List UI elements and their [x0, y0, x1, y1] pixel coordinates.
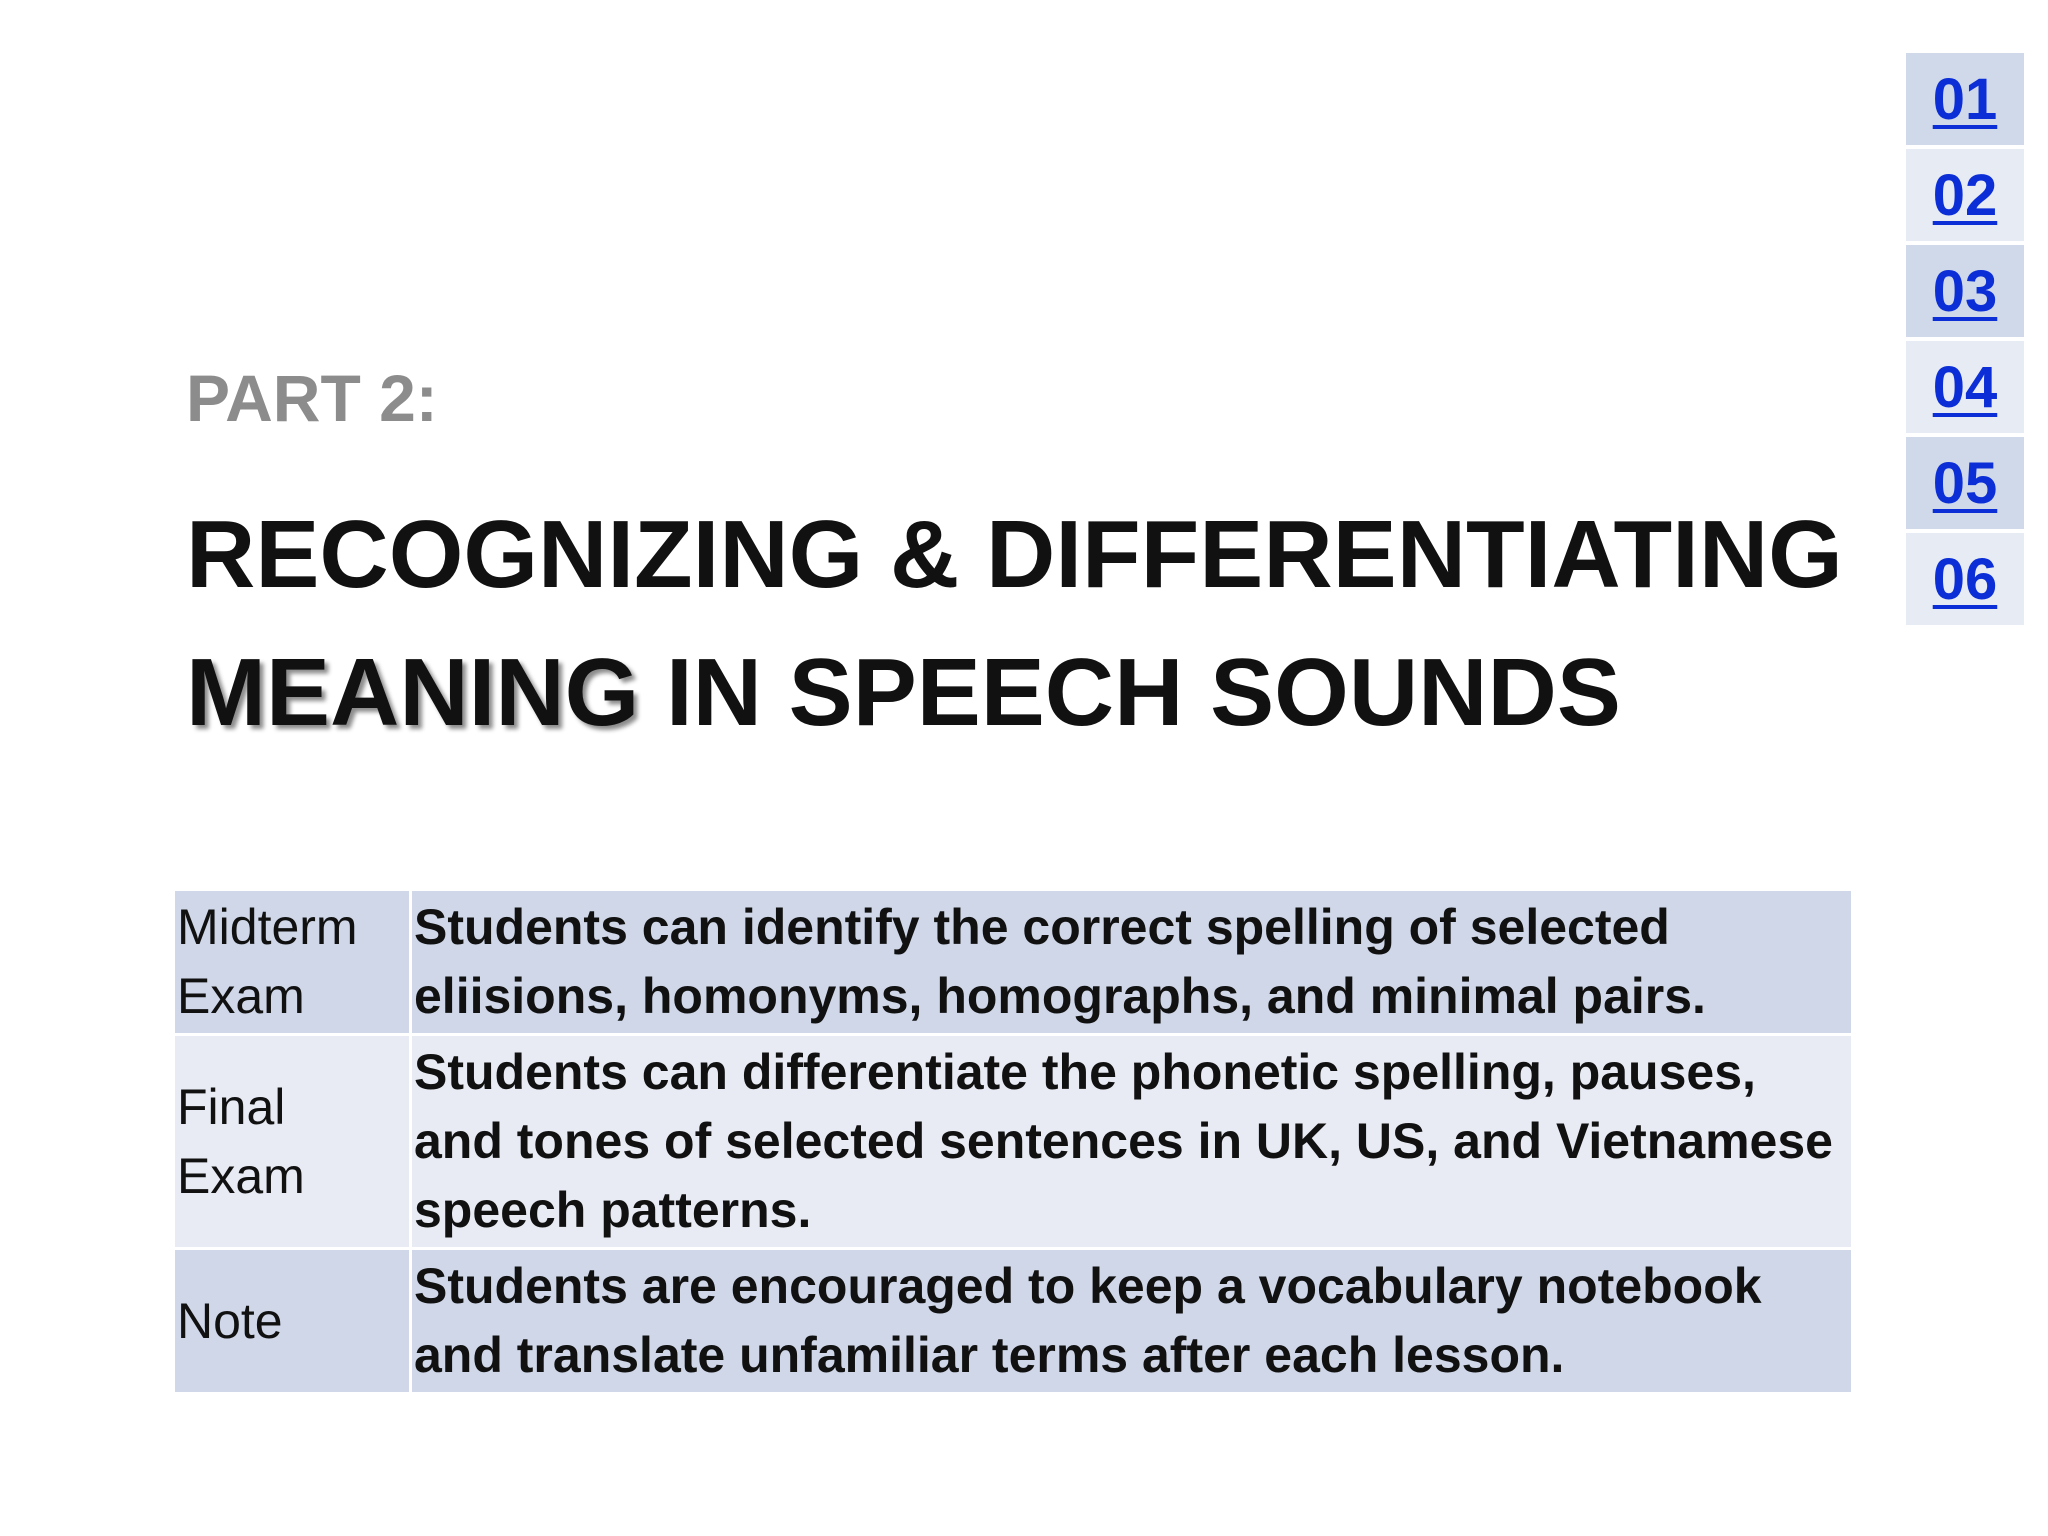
table-row-final	[174, 1035, 1853, 1249]
row-label: Final Exam	[174, 1035, 411, 1249]
nav-link-01[interactable]: 01	[1932, 66, 1998, 132]
nav-item-02[interactable]	[1906, 149, 2024, 241]
part-label: PART 2:	[186, 361, 438, 435]
title-line-2	[186, 624, 1886, 762]
row-description: Students can differentiate the phonetic spelling, pauses, and tones of selected sentences in UK, US, and Vietnamese speech patterns.	[411, 1035, 1853, 1249]
title-line-1: RECOGNIZING & DIFFERENTIATING	[186, 501, 1843, 608]
nav-link-06[interactable]: 06	[1932, 546, 1998, 612]
slide-navigation	[1906, 53, 2024, 625]
table-row-note	[174, 1249, 1853, 1394]
nav-link-02[interactable]: 02	[1932, 162, 1998, 228]
nav-link-05[interactable]: 05	[1932, 450, 1998, 516]
nav-link-03[interactable]: 03	[1932, 258, 1998, 324]
row-label: Midterm Exam	[174, 890, 411, 1035]
row-description: Students are encouraged to keep a vocabulary notebook and translate unfamiliar terms after each lesson.	[411, 1249, 1853, 1394]
row-label: Note	[174, 1249, 411, 1394]
assessment-table	[172, 888, 1854, 1395]
title-line-2-rest: IN SPEECH SOUNDS	[639, 639, 1621, 746]
nav-item-03[interactable]	[1906, 245, 2024, 337]
nav-item-04[interactable]	[1906, 341, 2024, 433]
title-emphasis-word: MEANING	[186, 639, 640, 746]
table-row-midterm	[174, 890, 1853, 1035]
nav-item-06[interactable]	[1906, 533, 2024, 625]
row-description: Students can identify the correct spelling of selected eliisions, homonyms, homographs, and minimal pairs.	[411, 890, 1853, 1035]
nav-item-01[interactable]	[1906, 53, 2024, 145]
nav-item-05[interactable]	[1906, 437, 2024, 529]
nav-link-04[interactable]: 04	[1932, 354, 1998, 420]
slide-title	[186, 486, 1886, 762]
